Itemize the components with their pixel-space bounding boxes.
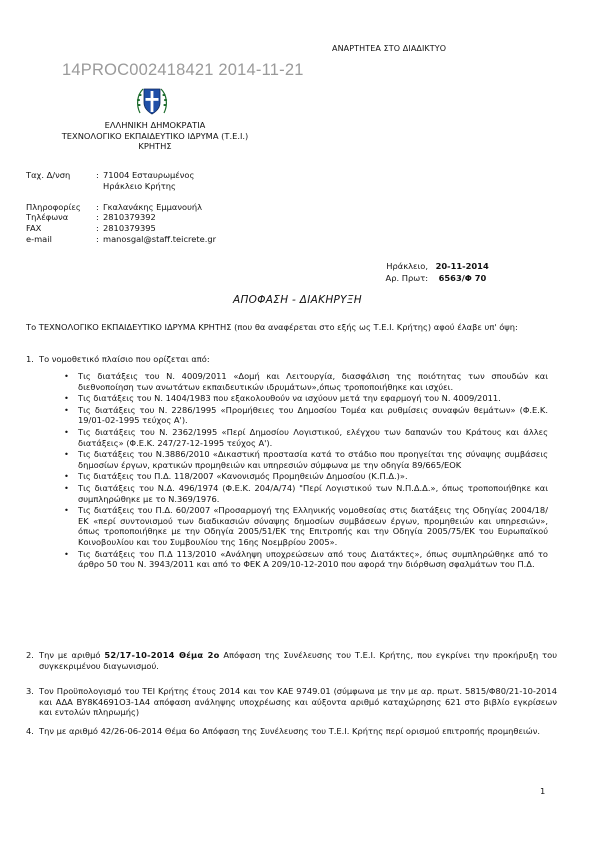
contact-separator: : bbox=[96, 170, 99, 180]
item-text: Το νομοθετικό πλαίσιο που ορίζεται από: bbox=[39, 354, 210, 364]
contact-value: Γκαλανάκης Εμμανουήλ bbox=[103, 201, 203, 212]
contact-row bbox=[26, 170, 216, 181]
bullet-icon: • bbox=[64, 393, 69, 404]
contact-separator: : bbox=[96, 222, 99, 233]
page-number: 1 bbox=[540, 786, 546, 796]
contact-label: Πληροφορίες bbox=[26, 201, 81, 212]
place-label: Ηράκλειο, bbox=[386, 261, 428, 271]
bullet-icon: • bbox=[64, 404, 69, 415]
protocol-line bbox=[376, 273, 489, 285]
document-title: ΑΠΟΦΑΣΗ - ΔΙΑΚΗΡΥΞΗ bbox=[232, 294, 362, 306]
contact-email: manosgal@staff.teicrete.gr bbox=[103, 233, 217, 244]
protocol-number: 6563/Φ 70 bbox=[438, 272, 487, 283]
decision-reference: 52/17-10-2014 Θέμα 2ο bbox=[104, 650, 220, 660]
date-protocol-block bbox=[376, 261, 489, 284]
item-number: 3. bbox=[26, 686, 34, 696]
contact-label: e-mail bbox=[26, 233, 52, 244]
contact-separator: : bbox=[96, 233, 99, 244]
legal-framework-list bbox=[64, 371, 548, 570]
item-number: 4. bbox=[26, 726, 34, 736]
contact-label: FAX bbox=[26, 222, 42, 233]
list-item: • Τις διατάξεις του Ν.Δ. 496/1974 (Φ.Ε.Κ. 204/Α/74) "Περί Λογιστικού των Ν.Π.Δ.Δ.», όπως τροποποιήθηκε και συμπληρώθηκε με το Ν.369/1976. bbox=[64, 482, 548, 504]
contact-value: 2810379392 bbox=[103, 212, 156, 223]
bullet-icon: • bbox=[64, 371, 69, 381]
list-item: • Τις διατάξεις του Π.Δ. 118/2007 «Κανονισμός Προμηθειών Δημοσίου (Κ.Π.Δ.)». bbox=[64, 471, 408, 482]
item-text: Τον Προϋπολογισμό του ΤΕΙ Κρήτης έτους 2014 και τον ΚΑΕ 9749.01 (σύμφωνα με την με αρ. πρωτ. 5815/Φ80/21-10-2014 και ΑΔΑ ΒΥ8Κ4691Ο3-1Α4 απόφαση ανάληψης υποχρέωσης και αύξοντα αριθμό καταχώρησης 621 στο βιβλίο εγκρίσεων και εντολών πληρωμής) bbox=[39, 686, 557, 718]
bullet-icon: • bbox=[64, 426, 69, 437]
protocol-label: Αρ. Πρωτ: bbox=[385, 272, 428, 283]
contact-row bbox=[26, 234, 216, 245]
bullet-icon: • bbox=[64, 482, 69, 493]
contact-label: Ταχ. Δ/νση bbox=[26, 170, 71, 180]
list-item: • Τις διατάξεις του Ν. 2286/1995 «Προμήθειες του Δημοσίου Τομέα και ρυθμίσεις συναφών θεμάτων» (Φ.Ε.Κ. 19/01-02-1995 τεύχος Α'). bbox=[64, 404, 548, 426]
contact-row bbox=[26, 223, 216, 234]
bullet-icon: • bbox=[64, 548, 69, 559]
contact-value: Ηράκλειο Κρήτης bbox=[103, 180, 176, 191]
contact-value: 71004 Εσταυρωμένος bbox=[103, 170, 195, 180]
list-item: • Τις διατάξεις του Π.Δ 113/2010 «Ανάληψη υποχρεώσεων από τους Διατάκτες», όπως συμπληρώθηκε από το άρθρο 50 του Ν. 3943/2011 και από το ΦΕΚ Α 209/10-12-2010 που αφορά την διόρθωση σφαλμάτων του Π.Δ. bbox=[64, 548, 548, 570]
bullet-icon: • bbox=[64, 449, 69, 460]
greek-coat-of-arms-icon bbox=[134, 83, 170, 119]
item-number: 2. bbox=[26, 650, 34, 660]
org-line: ΚΡΗΤΗΣ bbox=[138, 141, 172, 152]
org-line: ΕΛΛΗΝΙΚΗ ΔΗΜΟΚΡΑΤΙΑ bbox=[104, 120, 206, 130]
organization-header bbox=[30, 120, 280, 152]
contact-spacer bbox=[26, 191, 216, 202]
item-text: Την με αριθμό 52/17-10-2014 Θέμα 2ο Απόφαση της Συνέλευσης του Τ.Ε.Ι. Κρήτης, που εγκρίνει την προκήρυξη του συγκεκριμένου διαγωνισμού. bbox=[39, 650, 557, 671]
contact-row bbox=[26, 181, 216, 192]
publication-note: ΑΝΑΡΤΗΤΕΑ ΣΤΟ ΔΙΑΔΙΚΤΥΟ bbox=[332, 44, 447, 53]
document-date: 20-11-2014 bbox=[435, 261, 489, 271]
list-item: • Τις διατάξεις του Ν.3886/2010 «Δικαστική προστασία κατά το στάδιο που προηγείται της σύναψης συμβάσεις δημοσίων έργων, κρατικών προμηθειών και υπηρεσιών σύμφωνα με την οδηγία 89/665/ΕΟΚ bbox=[64, 449, 548, 470]
contact-separator: : bbox=[96, 212, 99, 223]
contact-label bbox=[26, 181, 96, 192]
bullet-icon: • bbox=[64, 505, 69, 516]
intro-paragraph: Το ΤΕΧΝΟΛΟΓΙΚΟ ΕΚΠΑΙΔΕΥΤΙΚΟ ΙΔΡΥΜΑ ΚΡΗΤΗΣ (που θα αναφέρεται στο εξής ως Τ.Ε.Ι. Κρήτης) αφού έλαβε υπ' όψη: bbox=[26, 322, 518, 332]
contact-separator: : bbox=[96, 201, 99, 212]
date-line bbox=[376, 261, 489, 273]
list-item: • Τις διατάξεις του Ν. 1404/1983 που εξακολουθούν να ισχύουν μετά την εφαρμογή του Ν. 4009/2011. bbox=[64, 393, 501, 404]
bullet-icon: • bbox=[64, 471, 69, 482]
contact-block bbox=[26, 170, 216, 244]
contact-row bbox=[26, 202, 216, 213]
list-item: • Τις διατάξεις του Ν. 2362/1995 «Περί Δημοσίου Λογιστικού, ελέγχου των δαπανών του Κράτους και άλλες διατάξεις» (Φ.Ε.Κ. 247/27-12-1995 τεύχος Α'). bbox=[64, 426, 548, 448]
list-item: • Τις διατάξεις του Ν. 4009/2011 «Δομή και Λειτουργία, διασφάλιση της ποιότητας των σπουδών και διεθνοποίηση των ανωτάτων εκπαιδευτικών ιδρυμάτων»,όπως τροποποιήθηκε και ισχύει. bbox=[64, 371, 548, 392]
item-number: 1. bbox=[26, 354, 34, 364]
contact-label: Τηλέφωνα bbox=[26, 212, 69, 223]
contact-value: 2810379395 bbox=[103, 222, 156, 233]
org-line: ΤΕΧΝΟΛΟΓΙΚΟ ΕΚΠΑΙΔΕΥΤΙΚΟ ΙΔΡΥΜΑ (Τ.Ε.Ι.) bbox=[61, 130, 249, 141]
item-text: Την με αριθμό 42/26-06-2014 Θέμα 6ο Απόφαση της Συνέλευσης του Τ.Ε.Ι. Κρήτης περί ορισμού επιτροπής προμηθειών. bbox=[39, 726, 540, 736]
list-item: • Τις διατάξεις του Π.Δ. 60/2007 «Προσαρμογή της Ελληνικής νομοθεσίας στις διατάξεις της Οδηγίας 2004/18/ΕΚ «περί συντονισμού των διαδικασιών σύναψης δημοσίων συμβάσεων έργων, προμηθειών και υπηρεσιών», όπως τροποποιήθηκε με την Οδηγία 2005/51/ΕΚ της Επιτροπής και την Οδηγία 2005/75/ΕΚ του Ευρωπαϊκού Κοινοβουλίου και του Συμβουλίου της 16ης Νοεμβρίου 2005». bbox=[64, 505, 548, 547]
document-id-stamp: 14PROC002418421 2014-11-21 bbox=[62, 61, 304, 79]
contact-row bbox=[26, 212, 216, 223]
